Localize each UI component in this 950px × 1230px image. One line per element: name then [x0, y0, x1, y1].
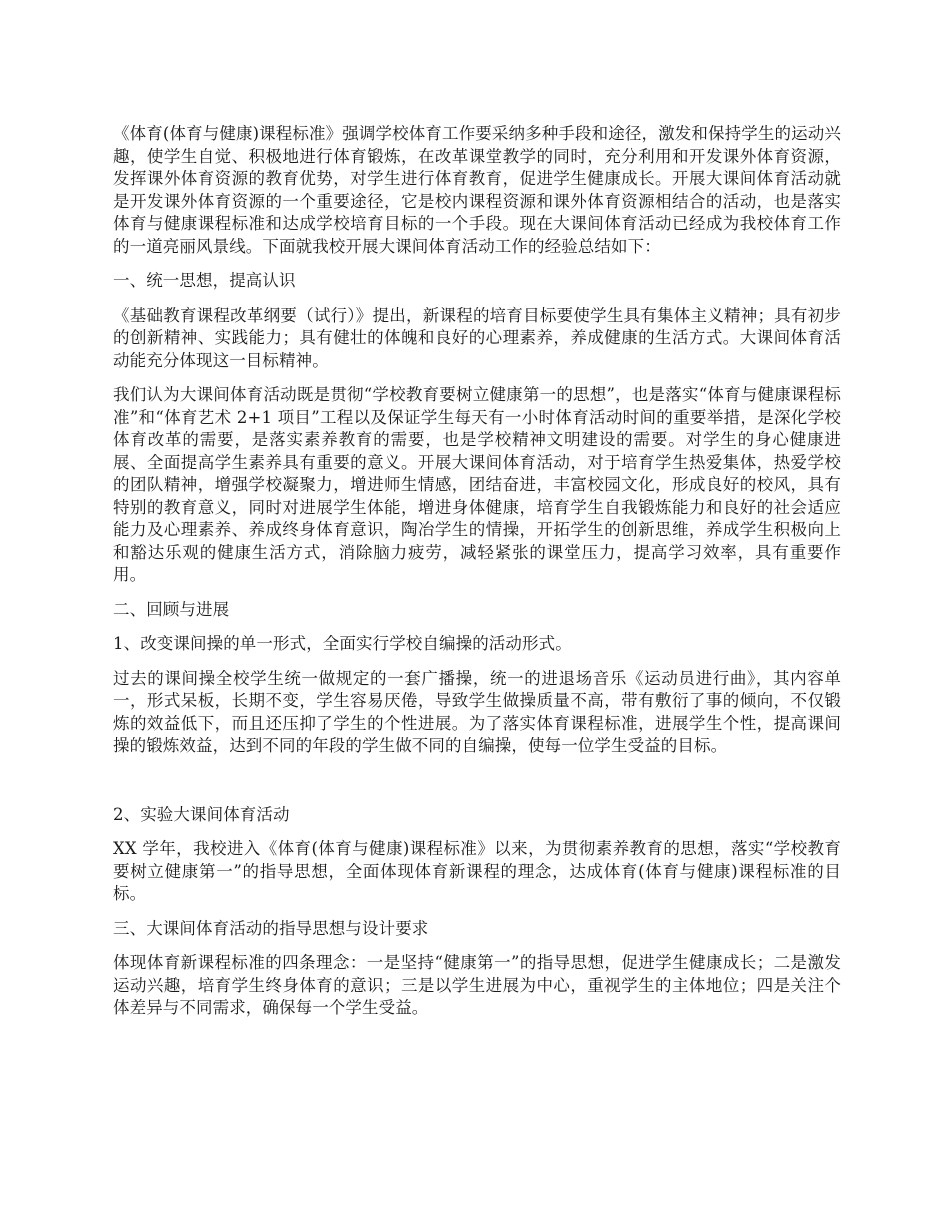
section-1-paragraph-2: 我们认为大课间体育活动既是贯彻“学校教育要树立健康第一的思想”，也是落实“体育与健康课程标准”和“体育艺术 2+1 项目”工程以及保证学生每天有一小时体育活动时间的重要举措，是深化学校体育改革的需要，是落实素养教育的需要，也是学校精神文明建设的需要。对学生的身心健康进展、全面提高学生素养具有重要的意义。开展大课间体育活动，对于培育学生热爱集体，热爱学校的团队精神，增强学校凝聚力，增进师生情感，团结奋进，丰富校园文化，形成良好的校风，具有特别的教育意义，同时对进展学生体能，增进身体健康，培育学生自我锻炼能力和良好的社会适应能力及心理素养、养成终身体育意识，陶冶学生的情操，开拓学生的创新思维，养成学生积极向上和豁达乐观的健康生活方式，消除脑力疲劳，减轻紧张的课堂压力，提高学习效率，具有重要作用。 — [113, 385, 841, 584]
blank-gap — [113, 770, 841, 804]
section-3-paragraph: 体现体育新课程标准的四条理念：一是坚持“健康第一”的指导思想，促进学生健康成长；二是激发运动兴趣，培育学生终身体育的意识；三是以学生进展为中心，重视学生的主体地位；四是关注个体差异与不同需求，确保每一个学生受益。 — [113, 953, 841, 1017]
subsection-2-1-paragraph: 过去的课间操全校学生统一做规定的一套广播操，统一的进退场音乐《运动员进行曲》，其内容单一，形式呆板，长期不变，学生容易厌倦，导致学生做操质量不高，带有敷衍了事的倾向，不仅锻炼的效益低下，而且还压抑了学生的个性进展。为了落实体育课程标准，进展学生个性，提高课间操的锻炼效益，达到不同的年段的学生做不同的自编操，使每一位学生受益的目标。 — [113, 668, 841, 755]
section-heading-1: 一、统一思想，提高认识 — [113, 271, 296, 290]
document-body — [113, 123, 841, 1032]
section-1-paragraph-1: 《基础教育课程改革纲要（试行）》提出，新课程的培育目标要使学生具有集体主义精神；具有初步的创新精神、实践能力；具有健壮的体魄和良好的心理素养，养成健康的生活方式。大课间体育活动能充分体现这一目标精神。 — [113, 305, 841, 370]
subsection-heading-2-2: 2、实验大课间体育活动 — [113, 804, 290, 824]
section-heading-2: 二、回顾与进展 — [113, 599, 230, 619]
subsection-heading-2-1: 1、改变课间操的单一形式，全面实行学校自编操的活动形式。 — [113, 634, 572, 653]
subsection-2-2-paragraph: XX 学年，我校进入《体育(体育与健康)课程标准》以来，为贯彻素养教育的思想，落实“学校教育要树立健康第一”的指导思想，全面体现体育新课程的理念，达成体育(体育与健康)课程标准的目标。 — [113, 839, 841, 903]
section-heading-3: 三、大课间体育活动的指导思想与设计要求 — [113, 918, 429, 938]
intro-paragraph: 《体育(体育与健康)课程标准》强调学校体育工作要采纳多种手段和途径，激发和保持学生的运动兴趣，使学生自觉、积极地进行体育锻炼，在改革课堂教学的同时，充分利用和开发课外体育资源，发挥课外体育资源的教育优势，对学生进行体育教育，促进学生健康成长。开展大课间体育活动就是开发课外体育资源的一个重要途径，它是校内课程资源和课外体育资源相结合的活动，也是落实体育与健康课程标准和达成学校培育目标的一个手段。现在大课间体育活动已经成为我校体育工作的一道亮丽风景线。下面就我校开展大课间体育活动工作的经验总结如下： — [113, 124, 841, 256]
